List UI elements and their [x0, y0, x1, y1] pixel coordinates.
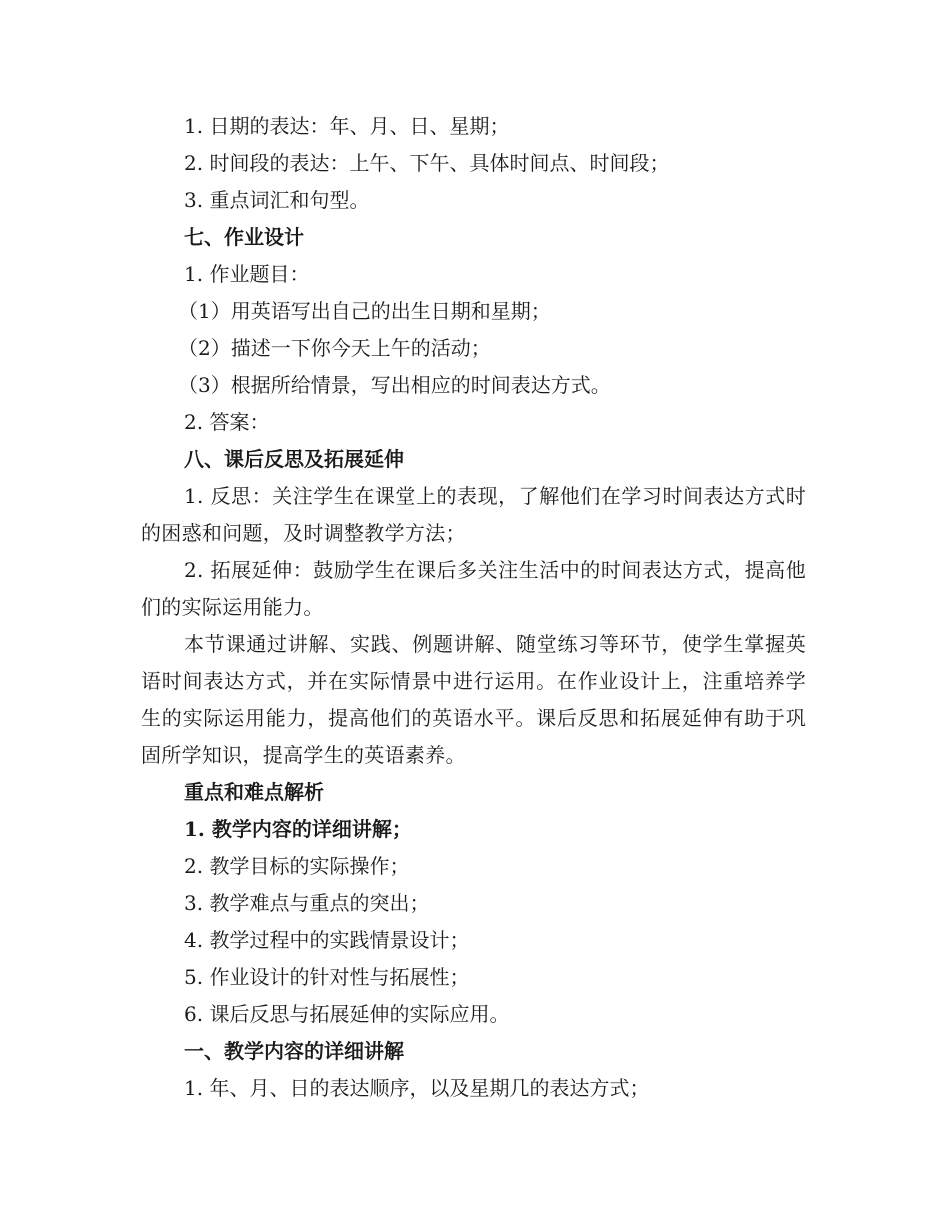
paragraph-reflection: 1. 反思：关注学生在课堂上的表现，了解他们在学习时间表达方式时的困惑和问题，及时调整教学方法； — [141, 484, 806, 545]
list-item: 1. 教学内容的详细讲解； — [184, 817, 412, 841]
list-item: 1. 作业题目： — [184, 262, 310, 286]
list-item: 2. 教学目标的实际操作； — [184, 854, 410, 878]
list-item: 3. 教学难点与重点的突出； — [184, 891, 430, 915]
paragraph-extension: 2. 拓展延伸：鼓励学生在课后多关注生活中的时间表达方式，提高他们的实际运用能力。 — [141, 558, 806, 619]
list-item: 5. 作业设计的针对性与拓展性； — [184, 965, 470, 989]
list-item: 1. 年、月、日的表达顺序，以及星期几的表达方式； — [184, 1076, 650, 1100]
section-heading-content: 一、教学内容的详细讲解 — [184, 1039, 404, 1063]
sub-list-item: （3）根据所给情景，写出相应的时间表达方式。 — [178, 373, 611, 397]
list-item: 1. 日期的表达：年、月、日、星期； — [184, 114, 510, 138]
list-item: 6. 课后反思与拓展延伸的实际应用。 — [184, 1002, 510, 1026]
sub-list-item: （1）用英语写出自己的出生日期和星期； — [178, 299, 551, 323]
paragraph-summary: 本节课通过讲解、实践、例题讲解、随堂练习等环节，使学生掌握英语时间表达方式，并在实际情景中进行运用。在作业设计上，注重培养学生的实际运用能力，提高他们的英语水平。课后反思和拓展延伸有助于巩固所学知识，提高学生的英语素养。 — [141, 632, 806, 767]
document-page — [141, 108, 806, 1107]
list-item: 2. 时间段的表达：上午、下午、具体时间点、时间段； — [184, 151, 670, 175]
list-item: 4. 教学过程中的实践情景设计； — [184, 928, 470, 952]
section-heading-analysis: 重点和难点解析 — [184, 780, 324, 804]
list-item: 3. 重点词汇和句型。 — [184, 188, 370, 212]
sub-list-item: （2）描述一下你今天上午的活动； — [178, 336, 491, 360]
section-heading-reflection: 八、课后反思及拓展延伸 — [184, 447, 404, 471]
section-heading-homework: 七、作业设计 — [184, 225, 304, 249]
list-item: 2. 答案： — [184, 410, 270, 434]
